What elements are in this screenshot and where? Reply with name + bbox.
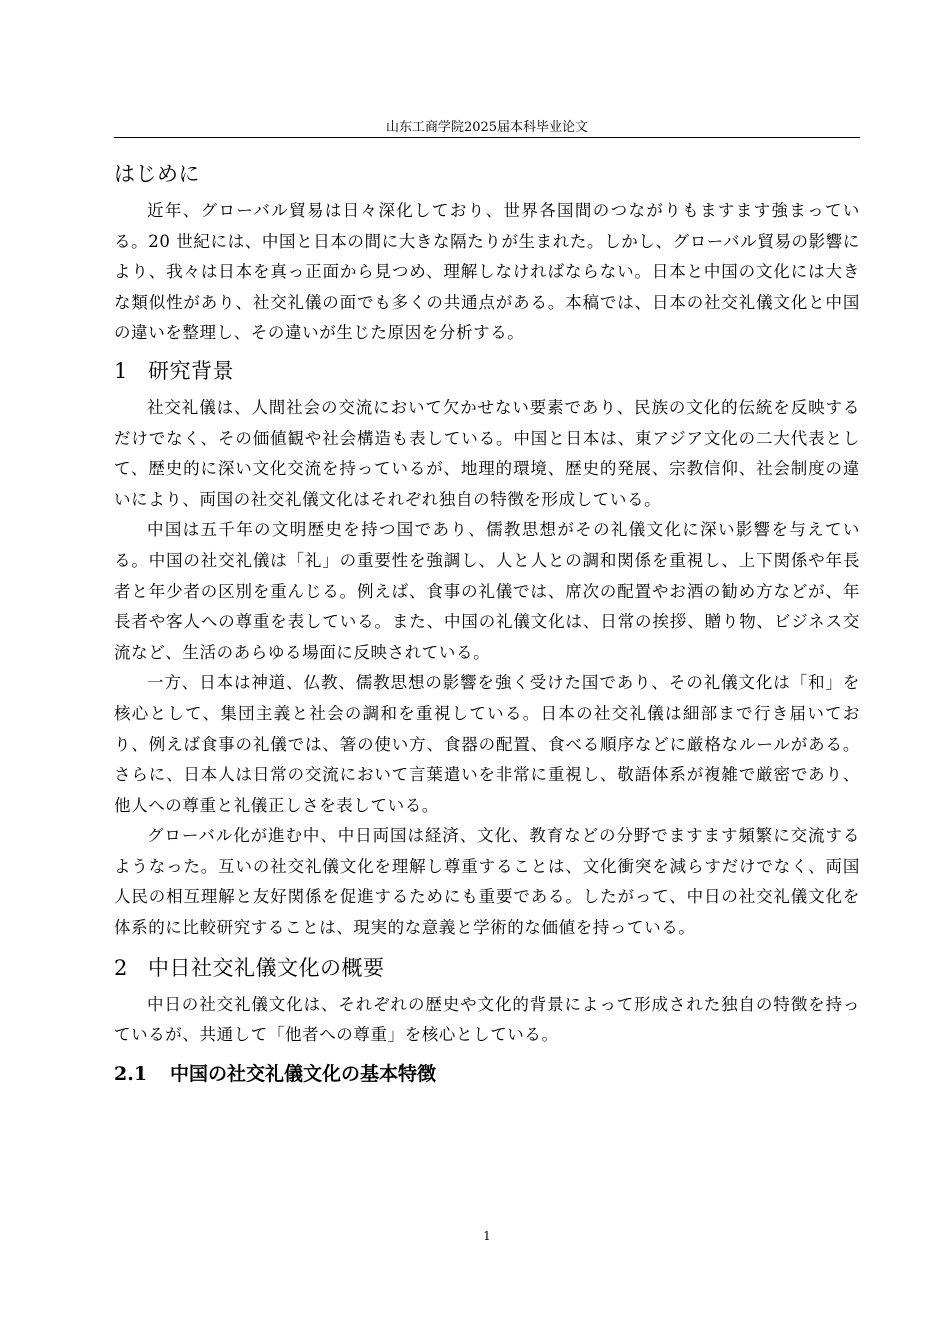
paragraph: 中国は五千年の文明歴史を持つ国であり、儒教思想がその礼儀文化に深い影響を与えている。中国の社交礼儀は「礼」の重要性を強調し、人と人との調和関係を重視し、上下関係や年長者と年少者の区別を重んじる。例えば、食事の礼儀では、席次の配置やお酒の勧め方などが、年長者や客人への尊重を表している。また、中国の礼儀文化は、日常の挨拶、贈り物、ビジネス交流など、生活のあらゆる場面に反映されている。 (114, 520, 860, 662)
section-heading-2 (114, 954, 860, 982)
paragraph: グローバル化が進む中、中日両国は経済、文化、教育などの分野でますます頻繁に交流するようなった。互いの社交礼儀文化を理解し尊重することは、文化衝突を減らすだけでなく、両国人民の相互理解と友好関係を促進するためにも重要である。したがって、中日の社交礼儀文化を体系的に比較研究することは、現実的な意義と学術的な価値を持っている。 (114, 826, 860, 938)
subsection-number: 2.1 (114, 1062, 148, 1085)
running-header: 山东工商学院2025届本科毕业论文 (385, 120, 589, 135)
section-heading-1 (114, 357, 860, 385)
section-title: 中日社交礼儀文化の概要 (148, 955, 385, 980)
paragraph: 中日の社交礼儀文化は、それぞれの歴史や文化的背景によって形成された独自の特徴を持っているが、共通して「他者への尊重」を核心としている。 (114, 994, 860, 1045)
page-content (114, 160, 860, 1087)
paragraph: 近年、グローバル貿易は日々深化しており、世界各国間のつながりもますます強まっている。20 世紀には、中国と日本の間に大きな隔たりが生まれた。しかし、グローバル貿易の影響により、我々は日本を真っ正面から見つめ、理解しなければならない。日本と中国の文化には大きな類似性があり、社交礼儀の面でも多くの共通点がある。本稿では、日本の社交礼儀文化と中国の違いを整理し、その違いが生じた原因を分析する。 (114, 201, 860, 343)
section-number: 1 (114, 358, 128, 383)
section-title: はじめに (114, 162, 200, 186)
section-title: 研究背景 (148, 358, 234, 383)
subsection-heading-2-1 (114, 1061, 860, 1087)
page-number: 1 (483, 1229, 491, 1243)
subsection-title: 中国の社交礼儀文化の基本特徴 (170, 1062, 437, 1085)
paragraph: 一方、日本は神道、仏教、儒教思想の影響を強く受けた国であり、その礼儀文化は「和」を核心として、集団主義と社会の調和を重視している。日本の社交礼儀は細部まで行き届いており、例えば食事の礼儀では、箸の使い方、食器の配置、食べる順序などに厳格なルールがある。さらに、日本人は日常の交流において言葉遣いを非常に重視し、敬語体系が複雑で厳密であり、他人への尊重と礼儀正しさを表している。 (114, 673, 860, 815)
section-heading-intro (114, 160, 860, 188)
header-rule (114, 137, 860, 138)
section-number: 2 (114, 955, 128, 980)
paragraph: 社交礼儀は、人間社会の交流において欠かせない要素であり、民族の文化的伝統を反映するだけでなく、その価値観や社会構造も表している。中国と日本は、東アジア文化の二大代表として、歴史的に深い文化交流を持っているが、地理的環境、歴史的発展、宗教信仰、社会制度の違いにより、両国の社交礼儀文化はそれぞれ独自の特徴を形成している。 (114, 397, 860, 509)
